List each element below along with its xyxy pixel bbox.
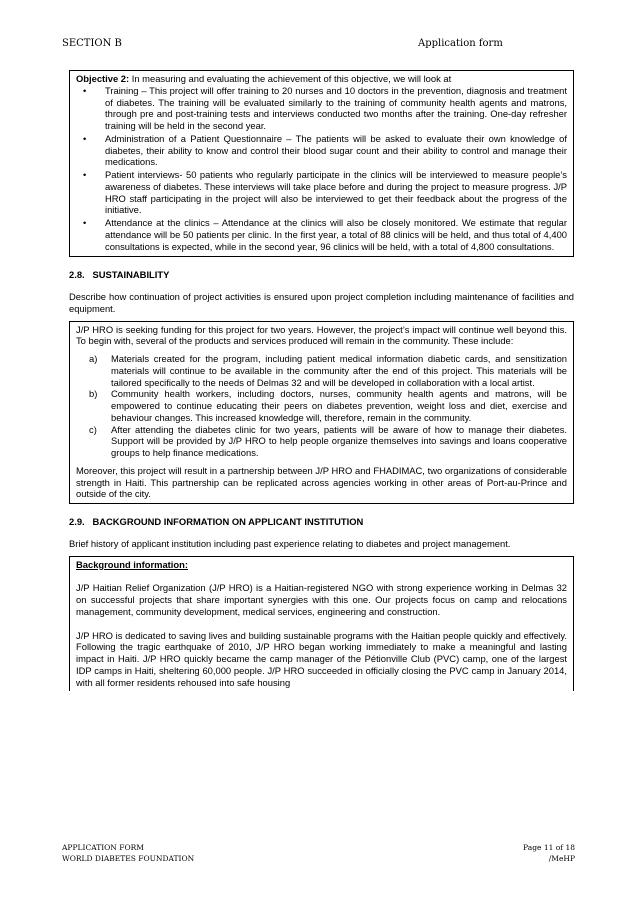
footer-form-name: APPLICATION FORM [62, 843, 144, 852]
list-item-text: After attending the diabetes clinic for two years, patients will be aware of how to manage their diabetes. Support will be provided by J/P HRO to help people organize themselves into savings and loans cooperative groups to help finance medications. [111, 423, 567, 458]
list-item-text: Materials created for the program, including patient medical information diabetic cards, and sensitization materials will continue to be available in the community after the end of this project. This materials will be tailored specifically to the needs of Delmas 32 and will be developed in collaboration with a local artist. [111, 353, 567, 388]
background-paragraph-1: J/P Haitian Relief Organization (J/P HRO) is a Haitian-registered NGO with strong experience working in Delmas 32 on successful projects that share important synergies with this one. Our projects focus on camp and relocations management, community development, medical services, engineering and construction. [76, 582, 567, 617]
sustainability-closing: Moreover, this project will result in a partnership between J/P HRO and FHADIMAC, two organizations of considerable strength in Haiti. This partnership can be replicated across agencies working in other areas of Port-au-Prince and outside of the city. [76, 464, 567, 500]
sustainability-intro: J/P HRO is seeking funding for this project for two years. However, the project’s impact will continue well beyond this. To begin with, several of the products and services produced will remain in the community. These include: [76, 323, 567, 347]
background-paragraph-2: J/P HRO is dedicated to saving lives and building sustainable programs with the Haitian people quickly and effectively. Following the tragic earthquake of 2010, J/P HRO began working immediately to make a meaningful and lasting impact in Haiti. J/P HRO quickly became the camp manager of the Pétionville Club (PVC) camp, one of the largest IDP camps in Haiti, sheltering 60,000 people. J/P HRO succeeded in officially closing the PVC camp in January 2014, with all former residents rehoused into safe housing [76, 629, 567, 688]
objective-bullet-list [76, 85, 567, 253]
header-section-label: SECTION B [62, 38, 122, 49]
document-code: /MeHP [548, 854, 575, 863]
objective-intro-text: In measuring and evaluating the achievement of this objective, we will look at [129, 73, 452, 84]
page-content [69, 70, 574, 691]
background-box-title [76, 559, 567, 571]
background-box [69, 556, 574, 692]
background-heading: 2.9. BACKGROUND INFORMATION ON APPLICANT INSTITUTION [69, 516, 364, 527]
spacer [76, 570, 567, 582]
footer-foundation-name: WORLD DIABETES FOUNDATION [62, 854, 195, 863]
spacer [76, 618, 567, 630]
list-item-text: Community health workers, including doctors, nurses, community health agents and matrons, will be empowered to continue educating their peers on diabetes prevention, weight loss and diet, exercise and behaviour changes. This increased knowledge will, therefore, remain in the community. [111, 388, 567, 423]
header-form-title: Application form [418, 38, 503, 49]
sustainability-box [69, 321, 574, 505]
list-marker: c) [89, 423, 97, 435]
page-number: Page 11 of 18 [523, 843, 575, 852]
objective-box [69, 70, 574, 257]
sustainability-heading: 2.8. SUSTAINABILITY [69, 269, 170, 281]
list-item [89, 388, 567, 423]
footer-right [523, 842, 575, 864]
objective-title: Objective 2: [76, 73, 130, 84]
list-marker: b) [89, 388, 98, 400]
sustainability-item-list [76, 353, 567, 459]
bullet-item: • Patient interviews- 50 patients who regularly participate in the clinics will be interviewed to measure people’s awareness of diabetes. These interviews will take place before and during the project to measure progress. J/P HRO staff participating in the project will also be interviewed to get their feedback about the progress of the initiative. [105, 169, 567, 216]
footer-left [62, 842, 194, 864]
bullet-item: • Attendance at the clinics – Attendance at the clinics will also be closely monitored. We estimate that regular attendance will be 50 patients per clinic. In the first year, a total of 88 clinics will be held, and thus total of 4,400 consultations is expected, while in the second year, 96 clinics will be held, with a total of 4,800 consultations. [105, 217, 567, 252]
bullet-item: • Administration of a Patient Questionnaire – The patients will be asked to evaluate their own knowledge of diabetes, their ability to know and control their blood sugar count and their ability to control and manage their medications. [105, 133, 567, 168]
bullet-item: • Training – This project will offer training to 20 nurses and 10 doctors in the prevention, diagnosis and treatment of diabetes. The training will be evaluated similarly to the training of community health agents and matrons, through pre and post-training tests and interviews conducted two months after the training. One-day refresher training will be held in the second year. [105, 85, 567, 132]
objective-intro [76, 73, 567, 85]
list-item [89, 423, 567, 459]
background-description: Brief history of applicant institution including past experience relating to diabetes and project management. [69, 537, 511, 549]
list-item [89, 353, 567, 388]
sustainability-description: Describe how continuation of project activities is ensured upon project completion including maintenance of facilities and equipment. [69, 291, 574, 314]
list-marker: a) [89, 353, 98, 364]
background-box-title-text: Background information: [76, 558, 188, 570]
